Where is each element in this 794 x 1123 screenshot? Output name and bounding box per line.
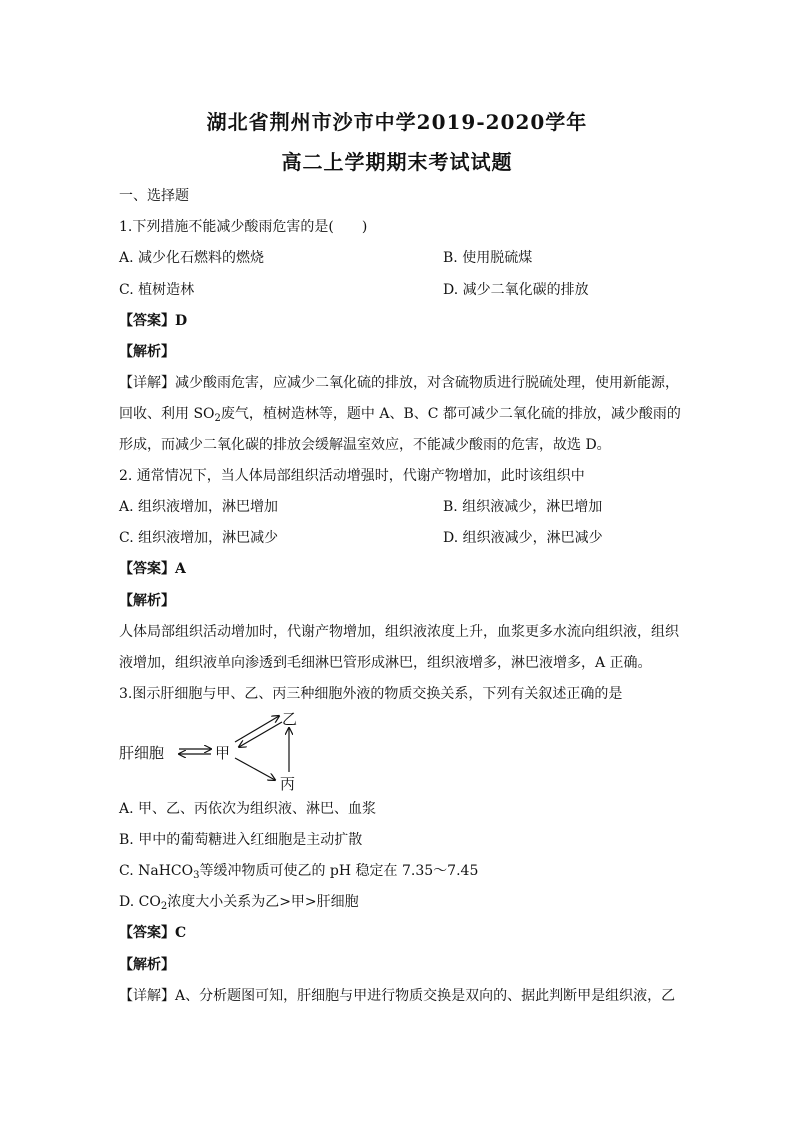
q1-option-d: D. 减少二氧化碳的排放 [443, 282, 589, 298]
q3-option-d: D. $CO_2$浓度大小关系为乙>甲>肝细胞 [119, 894, 359, 912]
q2-option-c: C. 组织液增加，淋巴减少 [119, 530, 279, 546]
q1-analysis-label: 【解析】 [119, 344, 175, 360]
q2-detail-line-1: 人体局部组织活动增加时，代谢产物增加，组织液浓度上升，血浆更多水流向组织液，组织 [119, 624, 679, 640]
q3-stem: 3.图示肝细胞与甲、乙、丙三种细胞外液的物质交换关系，下列有关叙述正确的是 [119, 686, 623, 702]
q1-detail-line-3: 形成，而减少二氧化碳的排放会缓解温室效应，不能减少酸雨的危害，故选 D。 [119, 437, 611, 453]
q2-analysis-label: 【解析】 [119, 593, 175, 609]
q2-stem: 2. 通常情况下，当人体局部组织活动增强时，代谢产物增加，此时该组织中 [119, 468, 585, 484]
arrow-jia-to-bing [235, 758, 275, 780]
arrow-yi-to-jia [239, 722, 282, 747]
section-heading: 一、选择题 [119, 188, 189, 204]
diagram-label-bing: 丙 [280, 775, 296, 793]
q1-detail-line-2: 回收、利用 $SO_2$废气，植树造林等，题中 A、B、C 都可减少二氧化硫的排放，减少酸雨的 [119, 406, 681, 424]
q1-option-c: C. 植树造林 [119, 282, 195, 298]
title-line-1: 湖北省荆州市沙市中学2019-2020学年 [206, 110, 588, 134]
q3-detail-line-1: 【详解】A、分析题图可知，肝细胞与甲进行物质交换是双向的、据此判断甲是组织液，乙 [119, 988, 676, 1004]
fluid-exchange-diagram [119, 708, 319, 793]
q1-detail-line-1: 【详解】减少酸雨危害，应减少二氧化硫的排放，对含硫物质进行脱硫处理，使用新能源， [119, 375, 679, 391]
q3-analysis-label: 【解析】 [119, 957, 175, 973]
q2-detail-line-2: 液增加，组织液单向渗透到毛细淋巴管形成淋巴，组织液增多，淋巴液增多，A 正确。 [119, 655, 652, 671]
q1-option-a: A. 减少化石燃料的燃烧 [119, 250, 265, 266]
q3-option-c: C. NaHCO$_3$等缓冲物质可使乙的 pH 稳定在 7.35～7.45 [119, 863, 479, 881]
q3-option-b: B. 甲中的葡萄糖进入红细胞是主动扩散 [119, 832, 363, 848]
diagram-label-liver: 肝细胞 [119, 744, 165, 762]
q1-answer: 【答案】D [119, 313, 188, 329]
q3-option-a: A. 甲、乙、丙依次为组织液、淋巴、血浆 [119, 801, 377, 817]
diagram-label-jia: 甲 [215, 744, 231, 762]
arrow-jia-to-yi [235, 716, 279, 742]
title-line-2: 高二上学期期末考试试题 [281, 150, 513, 174]
q2-option-b: B. 组织液减少，淋巴增加 [443, 499, 603, 515]
q2-option-d: D. 组织液减少，淋巴减少 [443, 530, 603, 546]
q2-option-a: A. 组织液增加，淋巴增加 [119, 499, 279, 515]
q1-stem: 1.下列措施不能减少酸雨危害的是( ) [119, 219, 368, 235]
q3-answer: 【答案】C [119, 925, 187, 941]
diagram-label-yi: 乙 [282, 710, 298, 728]
q2-answer: 【答案】A [119, 561, 186, 577]
q1-option-b: B. 使用脱硫煤 [443, 250, 533, 266]
